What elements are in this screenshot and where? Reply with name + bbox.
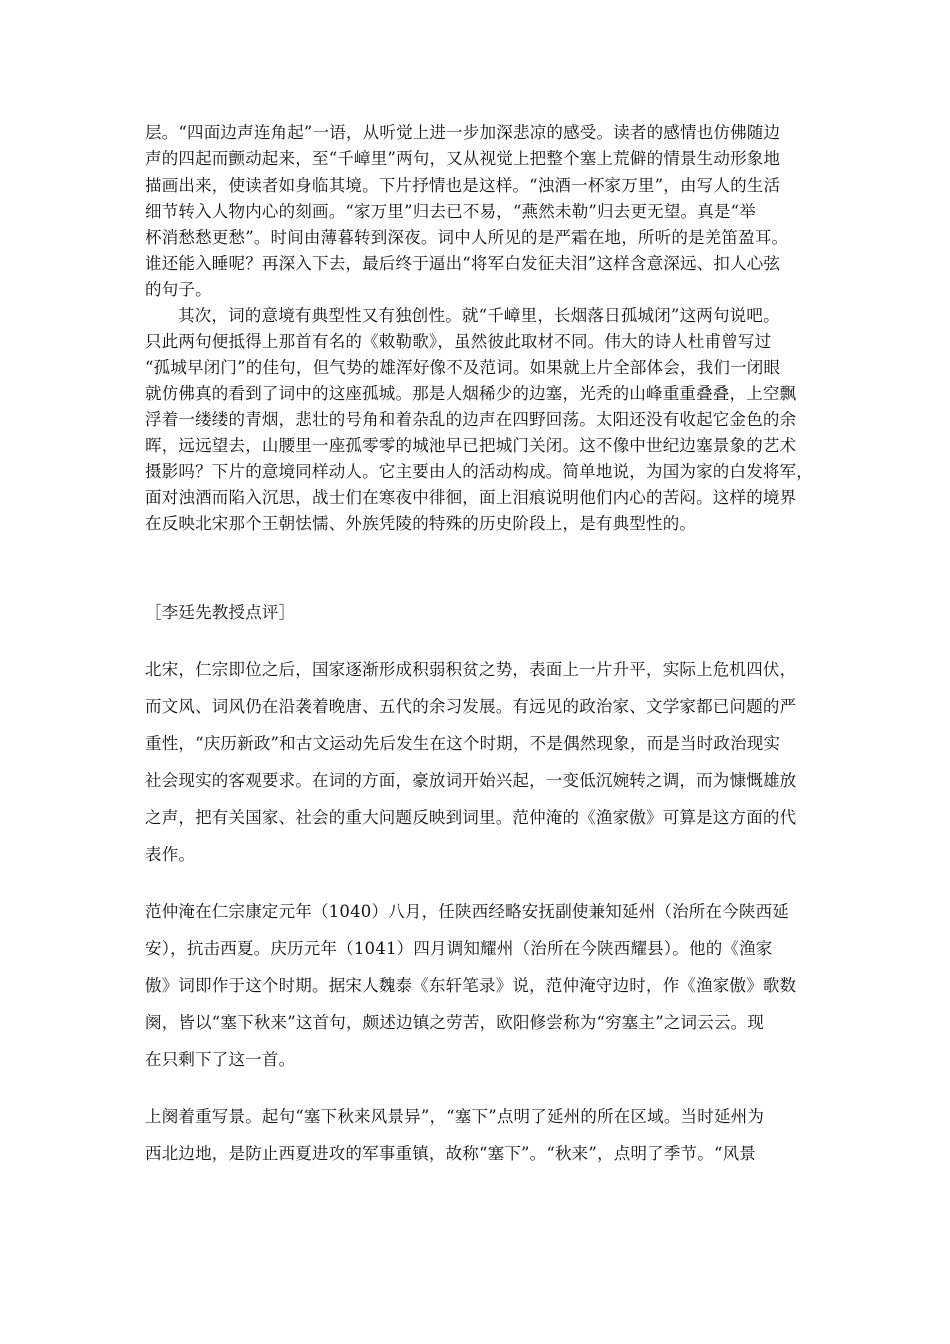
text-line: 摄影吗？下片的意境同样动人。它主要由人的活动构成。简单地说，为国为家的白发将军， — [145, 462, 813, 481]
text-line: 社会现实的客观要求。在词的方面，豪放词开始兴起，一变低沉婉转之调，而为慷慨雄放 — [145, 771, 797, 790]
text-line: 在反映北宋那个王朝怯懦、外族凭陵的特殊的历史阶段上，是有典型性的。 — [145, 514, 697, 533]
text-line: 安），抗击西夏。庆历元年（1041）四月调知耀州（治所在今陕西耀县）。他的《渔家 — [145, 939, 773, 958]
text-line: 而文风、词风仍在沿袭着晚唐、五代的余习发展。有远见的政治家、文学家都已问题的严 — [145, 697, 797, 716]
text-line: 其次，词的意境有典型性又有独创性。就“千嶂里，长烟落日孤城闭”这两句说吧。 — [178, 306, 780, 325]
text-line: 北宋，仁宗即位之后，国家逐渐形成积弱积贫之势，表面上一片升平，实际上危机四伏， — [145, 660, 797, 679]
text-line: 描画出来，使读者如身临其境。下片抒情也是这样。“浊酒一杯家万里”，由写人的生活 — [145, 176, 781, 195]
text-line: 傲》词即作于这个时期。据宋人魏泰《东轩笔录》说，范仲淹守边时，作《渔家傲》歌数 — [145, 976, 797, 995]
text-line: 的句子。 — [145, 280, 212, 299]
text-line: 在只剩下了这一首。 — [145, 1050, 296, 1069]
text-line: 杯消愁愁更愁”。时间由薄暮转到深夜。词中人所见的是严霜在地，所听的是羌笛盈耳。 — [145, 228, 789, 247]
text-line: 表作。 — [145, 845, 196, 864]
text-line: 阕，皆以“塞下秋来”这首句，颇述边镇之劳苦，欧阳修尝称为“穷塞主”之词云云。现 — [145, 1013, 765, 1032]
text-line: 重性，“庆历新政”和古文运动先后发生在这个时期，不是偶然现象，而是当时政治现实 — [145, 734, 781, 753]
text-line: 之声，把有关国家、社会的重大问题反映到词里。范仲淹的《渔家傲》可算是这方面的代 — [145, 808, 797, 827]
text-line: 范仲淹在仁宗康定元年（1040）八月，任陕西经略安抚副使兼知延州（治所在今陕西延 — [145, 902, 789, 921]
text-line: 声的四起而颤动起来，至“千嶂里”两句，又从视觉上把整个塞上荒僻的情景生动形象地 — [145, 149, 781, 168]
text-line: 只此两句便抵得上那首有名的《敕勒歌》，虽然彼此取材不同。伟大的诗人杜甫曾写过 — [145, 332, 772, 351]
text-line: 晖，远远望去，山腰里一座孤零零的城池早已把城门关闭。这不像中世纪边塞景象的艺术 — [145, 436, 797, 455]
text-line: “孤城早闭门”的佳句，但气势的雄浑好像不及范词。如果就上片全部体会，我们一闭眼 — [145, 358, 781, 377]
text-line: 谁还能入睡呢？再深入下去，最后终于逼出“将军白发征夫泪”这样含意深远、扣人心弦 — [145, 254, 781, 273]
text-line: 就仿佛真的看到了词中的这座孤城。那是人烟稀少的边塞，光秃的山峰重重叠叠，上空飘 — [145, 384, 797, 403]
text-line: 西北边地，是防止西夏进攻的军事重镇，故称“塞下”。“秋来”，点明了季节。“风景 — [145, 1144, 756, 1163]
text-line: 面对浊酒而陷入沉思，战士们在寒夜中徘徊，面上泪痕说明他们内心的苦闷。这样的境界 — [145, 488, 797, 507]
text-line: 细节转入人物内心的刻画。“家万里”归去已不易，“燕然未勒”归去更无望。真是“举 — [145, 202, 756, 221]
text-line: 上阕着重写景。起句“塞下秋来风景异”，“塞下”点明了延州的所在区域。当时延州为 — [145, 1107, 765, 1126]
commentary-heading: ［李廷先教授点评］ — [145, 603, 296, 622]
text-line: 浮着一缕缕的青烟，悲壮的号角和着杂乱的边声在四野回荡。太阳还没有收起它金色的余 — [145, 410, 797, 429]
text-line: 层。“四面边声连角起”一语，从听觉上进一步加深悲凉的感受。读者的感情也仿佛随边 — [145, 123, 781, 142]
